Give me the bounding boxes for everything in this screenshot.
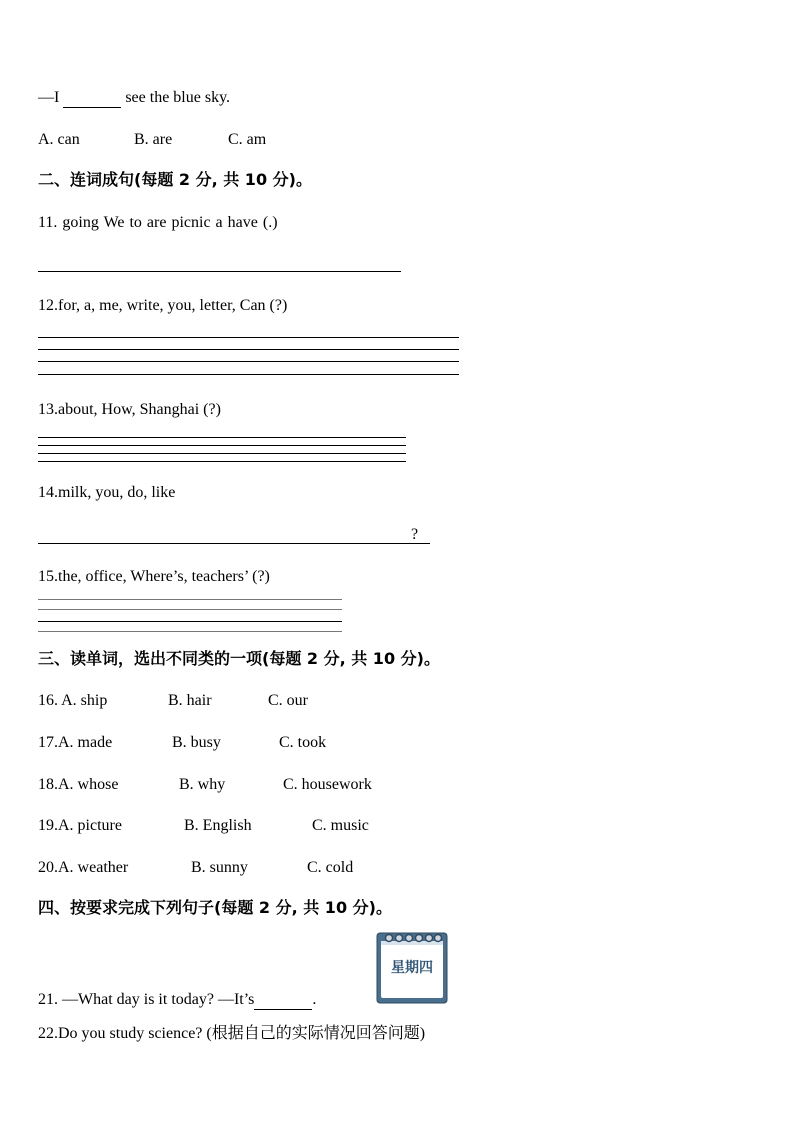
q18-option-a[interactable]: 18.A. whose [38,776,119,793]
q15-answer-line-1[interactable] [38,599,342,600]
q15-answer-line-4[interactable] [38,631,342,632]
q10-option-a[interactable]: A. can [38,131,80,148]
q10-stem-suffix: see the blue sky. [125,89,231,106]
q17-option-a[interactable]: 17.A. made [38,734,113,751]
q16-option-a[interactable]: 16. A. ship [38,692,108,709]
q21-suffix: . [312,991,317,1008]
q13-answer-line-2[interactable] [38,445,406,446]
q10-option-b[interactable]: B. are [134,131,173,148]
q12-answer-line-3[interactable] [38,361,459,362]
q21-answer-blank[interactable] [254,993,312,1010]
q18-row [38,775,372,795]
q10-options [38,130,266,150]
q12-answer-line-1[interactable] [38,337,459,338]
q20-option-a[interactable]: 20.A. weather [38,859,129,876]
q18-option-b[interactable]: B. why [179,776,226,793]
section4-heading: 四、按要求完成下列句子(每题 2 分, 共 10 分)。 [38,898,392,917]
q11-text: 11. going We to are picnic a have (.) [38,214,278,231]
q17-row [38,733,326,753]
q19-option-a[interactable]: 19.A. picture [38,817,122,834]
q12-text: 12.for, a, me, write, you, letter, Can (?) [38,297,288,314]
q13-answer-line-1[interactable] [38,437,406,438]
q16-row [38,691,308,711]
q13-answer-line-3[interactable] [38,453,406,454]
q16-option-b[interactable]: B. hair [168,692,212,709]
q14-answer-line[interactable] [38,543,430,544]
q17-option-b[interactable]: B. busy [172,734,221,751]
q13-answer-line-4[interactable] [38,461,406,462]
q19-option-b[interactable]: B. English [184,817,252,834]
q20-option-c[interactable]: C. cold [307,859,354,876]
q20-row [38,858,353,878]
q18-option-c[interactable]: C. housework [283,776,372,793]
q14-question-mark: ? [411,526,419,543]
q13-text: 13.about, How, Shanghai (?) [38,401,221,418]
q21-prefix: 21. —What day is it today? —It’s [38,991,255,1008]
q17-option-c[interactable]: C. took [279,734,327,751]
calendar-icon [376,930,448,1004]
q14-text: 14.milk, you, do, like [38,484,176,501]
q20-option-b[interactable]: B. sunny [191,859,248,876]
q10-stem-prefix: —I [38,89,60,106]
q12-answer-line-4[interactable] [38,374,459,375]
q10-stem [38,88,230,108]
q10-option-c[interactable]: C. am [228,131,267,148]
section3-heading: 三、读单词，选出不同类的一项(每题 2 分, 共 10 分)。 [38,649,440,668]
section2-heading: 二、连词成句(每题 2 分, 共 10 分)。 [38,170,312,189]
q16-option-c[interactable]: C. our [268,692,308,709]
q19-row [38,816,369,836]
q12-answer-line-2[interactable] [38,349,459,350]
calendar-day-label: 星期四 [391,960,433,976]
q21-text [38,990,316,1010]
q11-answer-line[interactable] [38,271,401,272]
q15-answer-line-2[interactable] [38,609,342,610]
q19-option-c[interactable]: C. music [312,817,369,834]
q22-text: 22.Do you study science? (根据自己的实际情况回答问题) [38,1025,426,1042]
q10-answer-blank[interactable] [63,91,121,108]
q15-text: 15.the, office, Where’s, teachers’ (?) [38,568,270,585]
q15-answer-line-3[interactable] [38,621,342,622]
